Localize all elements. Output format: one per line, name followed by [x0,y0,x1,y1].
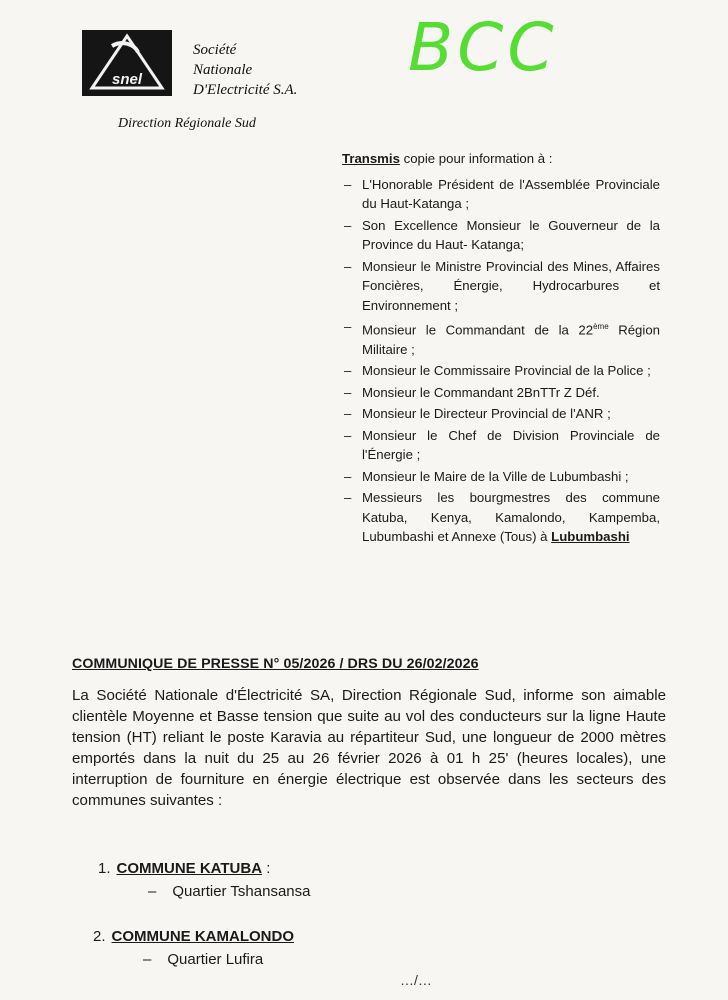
company-line-3: D'Electricité S.A. [193,82,298,98]
recipient-item: – Monsieur le Directeur Provincial de l'ANR ; [342,404,660,424]
transmis-intro: copie pour information à : [403,151,553,166]
regional-direction: Direction Régionale Sud [118,116,256,131]
section-name: COMMUNE KAMALONDO [111,928,294,945]
recipient-place: Lubumbashi [551,529,630,545]
handwritten-bcc: BCC [408,9,558,84]
recipient-superscript: ème [593,322,609,331]
recipient-text: Messieurs les bourgmestres des commune Katuba, Kenya, Kamalondo, Kampemba, Lubumbashi et Annexe (Tous) à [362,490,660,545]
recipient-text: Monsieur le Commandant de la 22 [362,322,594,338]
recipient-item: – Monsieur le Commissaire Provincial de la Police ; [342,361,660,381]
continuation-mark: …/… [400,972,432,988]
transmis-heading [342,149,660,169]
quartier-item [143,951,263,968]
recipient-item [342,317,660,359]
recipient-list [342,175,660,547]
commune-section [98,860,270,877]
communique-title: COMMUNIQUE DE PRESSE N° 05/2026 / DRS DU 26/02/2026 [72,656,479,672]
recipient-item [342,488,660,547]
recipient-item: – Son Excellence Monsieur le Gouverneur de la Province du Haut- Katanga; [342,216,660,255]
company-line-1: Société [193,42,237,58]
dash-bullet: – [148,883,157,900]
quartier-name: Quartier Lufira [167,951,264,968]
transmis-label: Transmis [342,151,400,166]
communique-body: La Société Nationale d'Électricité SA, Direction Régionale Sud, informe son aimable clientèle Moyenne et Basse tension que suite au vol des conducteurs sur la ligne Haute tension (HT) reliant le poste Karavia au répartiteur Sud, une longueur de 2000 mètres emportés dans la nuit du 25 au 26 février 2026 à 01 h 25' (heures locales), une interruption de fourniture en énergie électrique est observée dans les secteurs des communes suivantes : [72,687,666,809]
logo-text: snel [111,71,143,88]
section-name: COMMUNE KATUBA [116,860,263,877]
recipient-item: – L'Honorable Président de l'Assemblée Provinciale du Haut-Katanga ; [342,175,660,214]
recipient-item: – Monsieur le Commandant 2BnTTr Z Déf. [342,383,660,403]
dash-bullet: – [143,951,152,968]
transmis-block [342,149,660,549]
section-number: 1. [98,860,111,877]
commune-section [93,928,294,945]
recipient-item: – Monsieur le Maire de la Ville de Lubumbashi ; [342,467,660,487]
section-suffix: : [262,860,271,877]
quartier-name: Quartier Tshansansa [172,883,311,900]
snel-logo [82,30,172,96]
recipient-item: – Monsieur le Chef de Division Provinciale de l'Énergie ; [342,426,660,465]
section-number: 2. [93,928,106,945]
recipient-item: – Monsieur le Ministre Provincial des Mines, Affaires Foncières, Énergie, Hydrocarbures et Environnement ; [342,257,660,316]
quartier-item [148,883,310,900]
company-name [193,40,297,100]
recipient-tail: Région Militaire ; [362,322,660,357]
company-line-2: Nationale [193,62,253,78]
handwritten-annotation [400,2,660,84]
